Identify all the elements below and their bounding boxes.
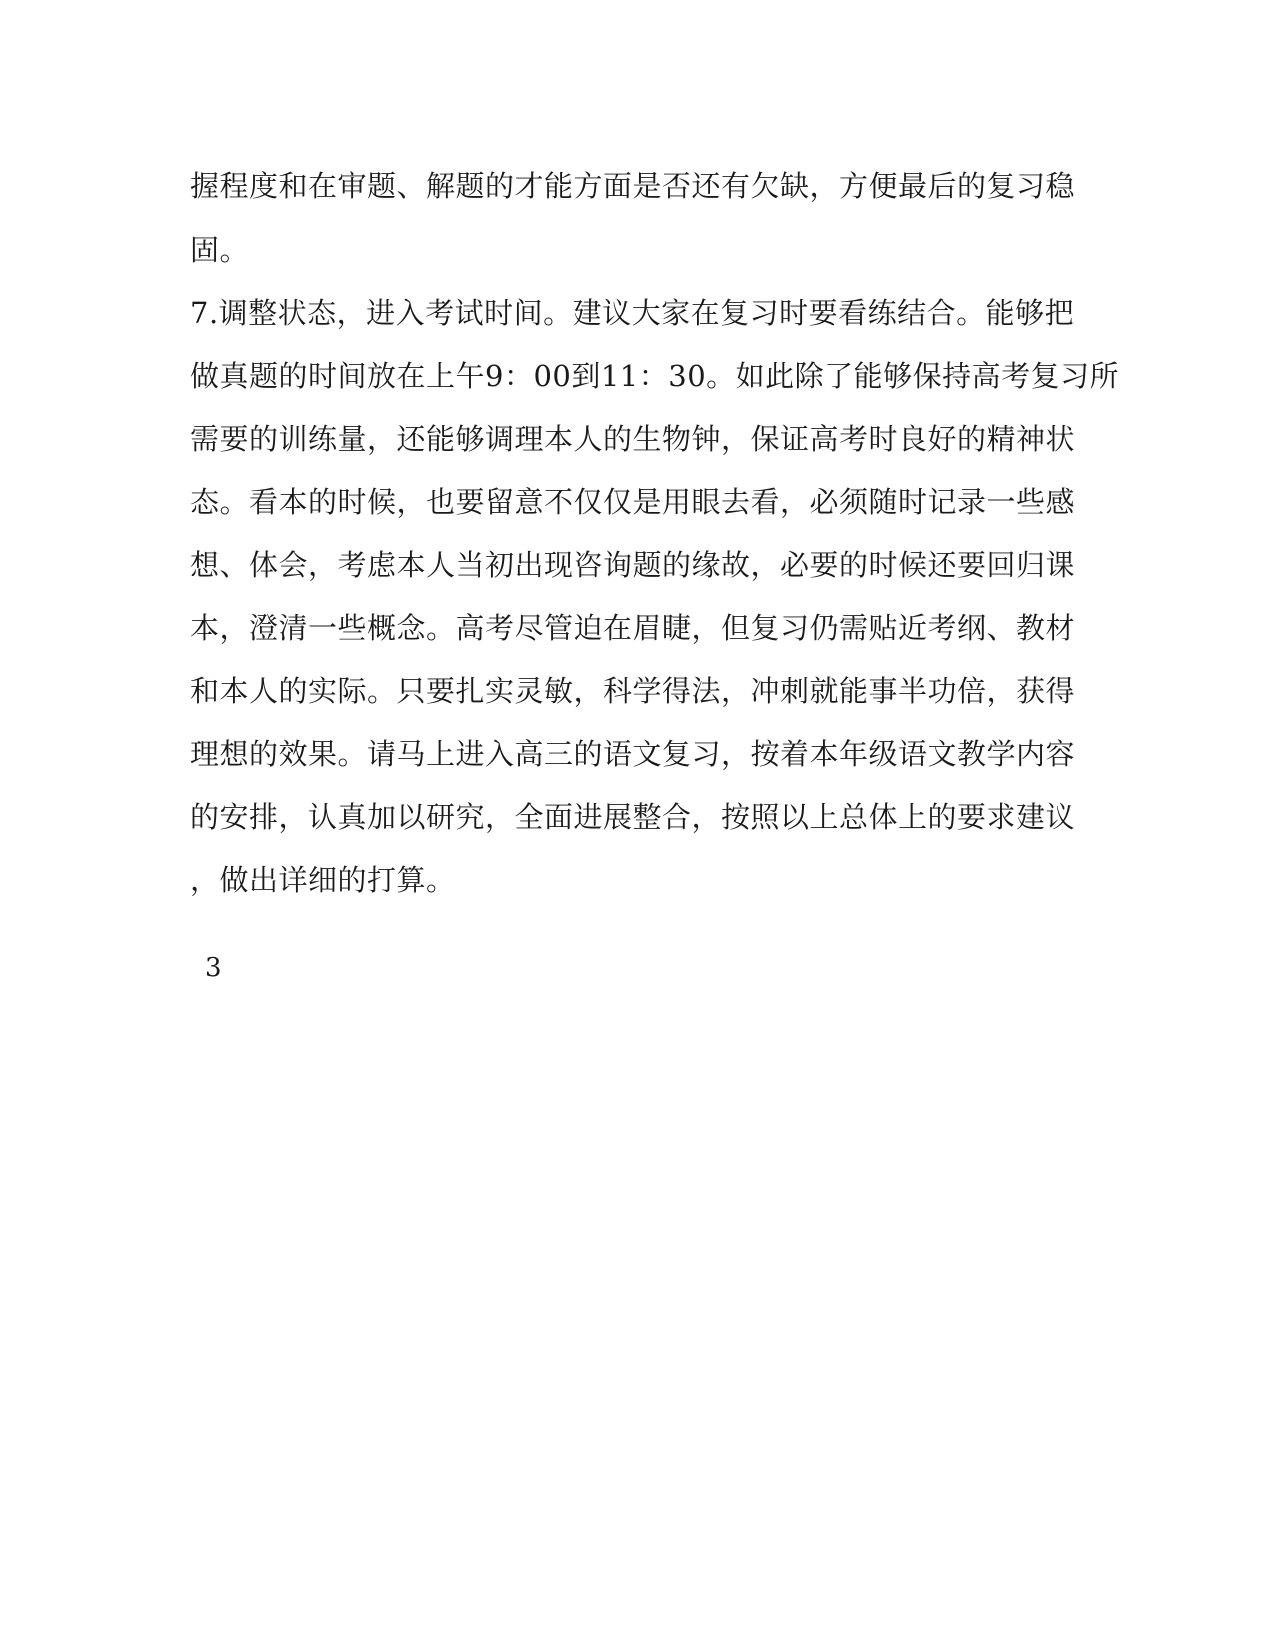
text-line: 和本人的实际。只要扎实灵敏，科学得法，冲刺就能事半功倍，获得 [190, 674, 1076, 708]
text-line: 7.调整状态，进入考试时间。建议大家在复习时要看练结合。能够把 [190, 296, 1075, 330]
text-line: 固。 [190, 233, 250, 267]
text-line: 想、体会，考虑本人当初出现咨询题的缘故，必要的时候还要回归课 [190, 548, 1076, 582]
text-line: 握程度和在审题、解题的才能方面是否还有欠缺，方便最后的复习稳 [190, 169, 1076, 203]
text-line: ，做出详细的打算。 [190, 863, 456, 897]
text-line: 需要的训练量，还能够调理本人的生物钟，保证高考时良好的精神状 [190, 422, 1076, 456]
document-page [190, 0, 1120, 1650]
text-line: 态。看本的时候，也要留意不仅仅是用眼去看，必须随时记录一些感 [190, 485, 1076, 519]
text-line: 本，澄清一些概念。高考尽管迫在眉睫，但复习仍需贴近考纲、教材 [190, 611, 1076, 645]
page-number: 3 [205, 953, 222, 983]
text-line: 的安排，认真加以研究，全面进展整合，按照以上总体上的要求建议 [190, 800, 1076, 834]
text-line: 理想的效果。请马上进入高三的语文复习，按着本年级语文教学内容 [190, 737, 1076, 771]
text-line: 做真题的时间放在上午9：00到11：30。如此除了能够保持高考复习所 [190, 359, 1120, 393]
